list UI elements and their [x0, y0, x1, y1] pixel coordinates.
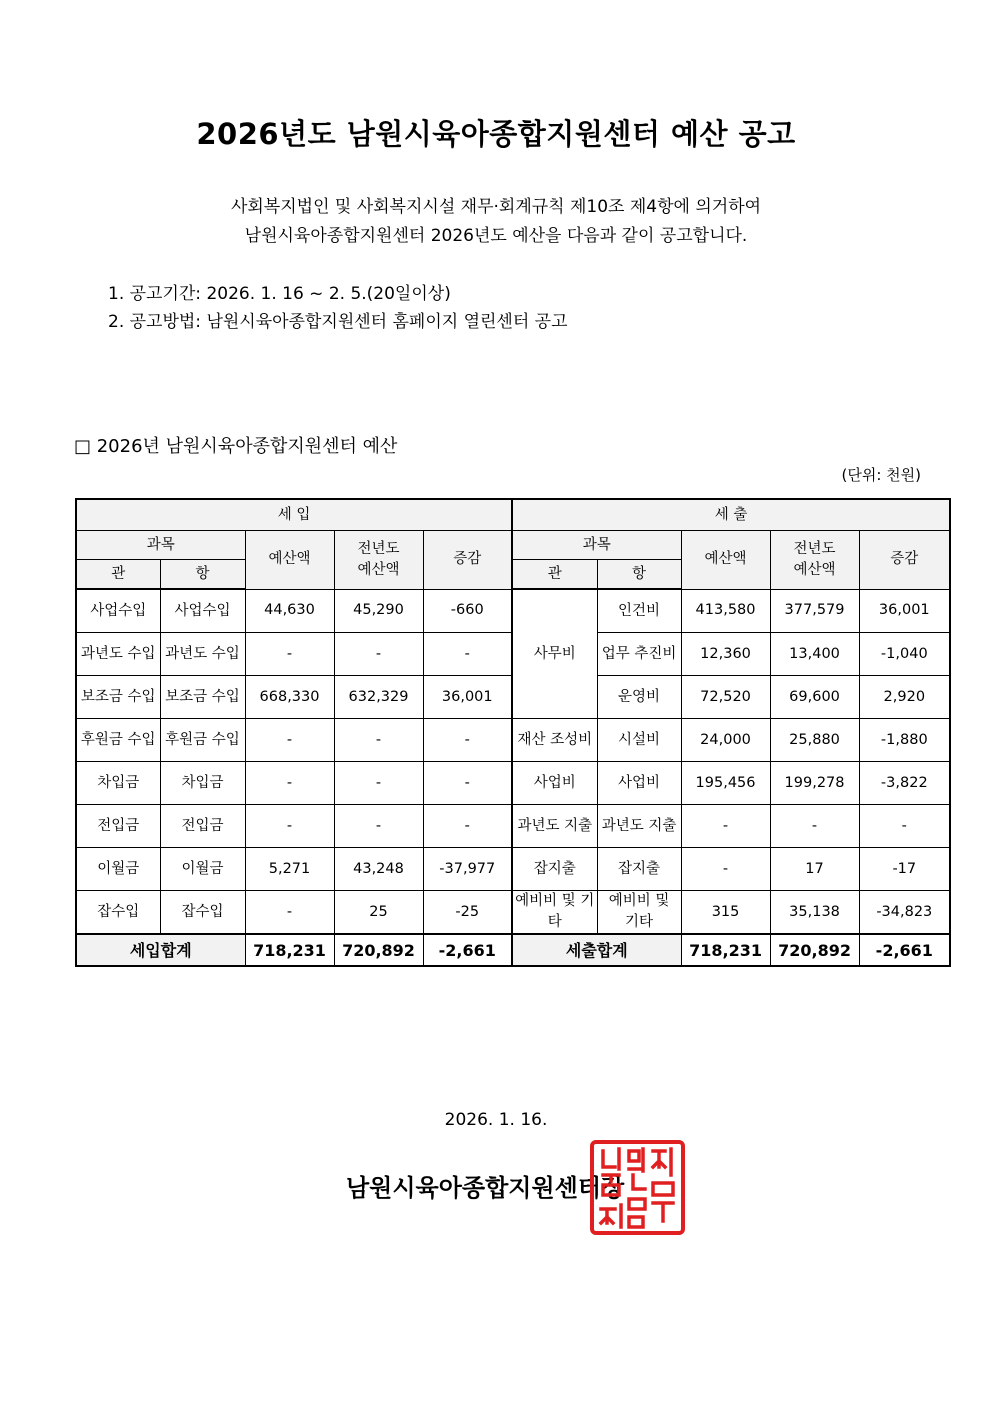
notice-period: 1. 공고기간: 2026. 1. 16 ~ 2. 5.(20일이상) [108, 284, 451, 304]
income-change: - [423, 762, 512, 805]
expense-prev: 25,880 [770, 719, 859, 762]
expense-gwan-office: 사무비 [512, 589, 597, 719]
income-prev: 45,290 [334, 589, 423, 633]
expense-hang: 업무 추진비 [597, 633, 681, 676]
official-seal-icon [589, 1139, 686, 1236]
expense-prev: - [770, 805, 859, 848]
income-budget: 5,271 [245, 848, 334, 891]
expense-budget-header: 예산액 [681, 531, 770, 590]
income-hang-header: 항 [160, 560, 245, 590]
expense-total-change: -2,661 [859, 934, 950, 966]
expense-prev-header-line1: 전년도 [793, 540, 836, 557]
expense-change: -1,880 [859, 719, 950, 762]
income-prev: - [334, 633, 423, 676]
expense-change: -1,040 [859, 633, 950, 676]
organization-name: 남원시육아종합지원센터장 [346, 1174, 625, 1202]
expense-change: 36,001 [859, 589, 950, 633]
expense-hang: 사업비 [597, 762, 681, 805]
income-header: 세 입 [76, 499, 512, 531]
expense-hang: 잡지출 [597, 848, 681, 891]
notice-date: 2026. 1. 16. [444, 1110, 548, 1130]
expense-change: 2,920 [859, 676, 950, 719]
expense-prev: 13,400 [770, 633, 859, 676]
income-gwan: 사업수입 [76, 589, 160, 633]
expense-prev: 199,278 [770, 762, 859, 805]
totals-row [76, 934, 950, 966]
expense-budget: 12,360 [681, 633, 770, 676]
income-total-prev: 720,892 [334, 934, 423, 966]
section-title: □ 2026년 남원시육아종합지원센터 예산 [74, 436, 398, 457]
expense-hang: 인건비 [597, 589, 681, 633]
expense-budget: 24,000 [681, 719, 770, 762]
income-budget: 44,630 [245, 589, 334, 633]
income-hang: 잡수입 [160, 891, 245, 935]
expense-header: 세 출 [512, 499, 950, 531]
income-prev: - [334, 719, 423, 762]
income-change: 36,001 [423, 676, 512, 719]
expense-gwan-misc: 잡지출 [512, 848, 597, 891]
income-change: -37,977 [423, 848, 512, 891]
document-title: 2026년도 남원시육아종합지원센터 예산 공고 [196, 117, 796, 151]
expense-hang: 시설비 [597, 719, 681, 762]
income-gwan: 이월금 [76, 848, 160, 891]
notice-items [108, 280, 568, 336]
expense-hang: 예비비 및 기타 [597, 891, 681, 935]
income-hang: 과년도 수입 [160, 633, 245, 676]
expense-gwan-project: 사업비 [512, 762, 597, 805]
income-prev-header-line1: 전년도 [357, 540, 400, 557]
expense-total-prev: 720,892 [770, 934, 859, 966]
expense-gwan-reserve: 예비비 및 기타 [512, 891, 597, 935]
income-budget: - [245, 805, 334, 848]
expense-prev-header-line2: 예산액 [793, 561, 836, 578]
income-change: -25 [423, 891, 512, 935]
income-prev: 43,248 [334, 848, 423, 891]
income-budget: - [245, 719, 334, 762]
expense-change: - [859, 805, 950, 848]
table-row [76, 762, 950, 805]
expense-hang: 과년도 지출 [597, 805, 681, 848]
expense-prev: 35,138 [770, 891, 859, 935]
expense-gwan-asset: 재산 조성비 [512, 719, 597, 762]
expense-change: -17 [859, 848, 950, 891]
expense-budget: 413,580 [681, 589, 770, 633]
income-hang: 차입금 [160, 762, 245, 805]
income-change: - [423, 805, 512, 848]
income-change: -660 [423, 589, 512, 633]
income-hang: 사업수입 [160, 589, 245, 633]
expense-hang-header: 항 [597, 560, 681, 590]
income-hang: 이월금 [160, 848, 245, 891]
income-budget: - [245, 633, 334, 676]
expense-total-budget: 718,231 [681, 934, 770, 966]
income-change: - [423, 719, 512, 762]
expense-prev: 17 [770, 848, 859, 891]
income-prev: - [334, 762, 423, 805]
income-budget-header: 예산액 [245, 531, 334, 590]
table-row [76, 805, 950, 848]
income-hang: 전입금 [160, 805, 245, 848]
expense-prev-header [770, 531, 859, 590]
expense-subject-header: 과목 [512, 531, 681, 560]
income-gwan-header: 관 [76, 560, 160, 590]
income-change-header: 증감 [423, 531, 512, 590]
income-budget: - [245, 891, 334, 935]
intro-paragraph [0, 193, 992, 251]
income-subject-header: 과목 [76, 531, 245, 560]
expense-budget: 72,520 [681, 676, 770, 719]
income-budget: 668,330 [245, 676, 334, 719]
expense-change: -3,822 [859, 762, 950, 805]
unit-label: (단위: 천원) [841, 466, 921, 484]
expense-prev: 377,579 [770, 589, 859, 633]
income-total-label: 세입합계 [76, 934, 245, 966]
expense-hang: 운영비 [597, 676, 681, 719]
expense-budget: 195,456 [681, 762, 770, 805]
income-total-change: -2,661 [423, 934, 512, 966]
expense-change-header: 증감 [859, 531, 950, 590]
income-gwan: 차입금 [76, 762, 160, 805]
income-prev-header [334, 531, 423, 590]
income-hang: 보조금 수입 [160, 676, 245, 719]
income-hang: 후원금 수입 [160, 719, 245, 762]
notice-method: 2. 공고방법: 남원시육아종합지원센터 홈페이지 열린센터 공고 [108, 312, 568, 332]
income-prev-header-line2: 예산액 [357, 561, 400, 578]
expense-budget: - [681, 848, 770, 891]
seal-glyphs [601, 1149, 673, 1227]
income-prev: 632,329 [334, 676, 423, 719]
table-row [76, 891, 950, 935]
expense-budget: 315 [681, 891, 770, 935]
expense-gwan-header: 관 [512, 560, 597, 590]
expense-prev: 69,600 [770, 676, 859, 719]
expense-change: -34,823 [859, 891, 950, 935]
expense-gwan-prior: 과년도 지출 [512, 805, 597, 848]
income-prev: - [334, 805, 423, 848]
income-change: - [423, 633, 512, 676]
income-budget: - [245, 762, 334, 805]
income-total-budget: 718,231 [245, 934, 334, 966]
table-row [76, 848, 950, 891]
income-prev: 25 [334, 891, 423, 935]
income-gwan: 보조금 수입 [76, 676, 160, 719]
expense-total-label: 세출합계 [512, 934, 681, 966]
income-gwan: 전입금 [76, 805, 160, 848]
table-row [76, 719, 950, 762]
expense-budget: - [681, 805, 770, 848]
income-gwan: 잡수입 [76, 891, 160, 935]
income-gwan: 과년도 수입 [76, 633, 160, 676]
income-gwan: 후원금 수입 [76, 719, 160, 762]
intro-line-1: 사회복지법인 및 사회복지시설 재무·회계규칙 제10조 제4항에 의거하여 [230, 197, 762, 217]
budget-table [75, 498, 951, 967]
intro-line-2: 남원시육아종합지원센터 2026년도 예산을 다음과 같이 공고합니다. [244, 226, 748, 246]
table-row [76, 589, 950, 633]
